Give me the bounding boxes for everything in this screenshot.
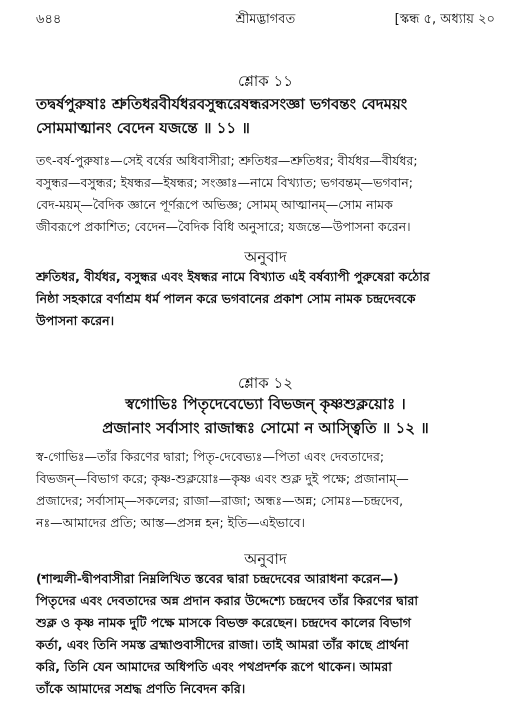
sloka-12-translation-heading: অনুবাদ [244, 550, 287, 568]
translation-line: শ্রুতিধর, বীর্যধর, বসুন্ধর এবং ইষন্ধর নামে বিখ্যাত এই বর্ষব্যাপী পুরুষেরা কঠোর [36, 269, 430, 284]
book-title: শ্রীমদ্ভাগবত [235, 12, 296, 27]
synonyms-line: তৎ-বর্ষ-পুরুষাঃ—সেই বর্ষের অধিবাসীরা; শ্রুতিধর—শ্রুতিধর; বীর্যধর—বীর্যধর; [36, 153, 418, 168]
translation-line: করি, তিনি যেন আমাদের অধিপতি এবং পথপ্রদর্শক রূপে থাকেন। আমরা [36, 659, 392, 674]
translation-line: (শাল্মলী-দ্বীপবাসীরা নিম্নলিখিত স্তবের দ্বারা চন্দ্রদেবের আরাধনা করেন—) [36, 571, 399, 586]
synonyms-line: বেদ-ময়ম্—বৈদিক জ্ঞানে পূর্ণরূপে অভিজ্ঞ; সোমম্ আত্মানম্—সোম নামক [36, 197, 393, 212]
synonyms-line: বিভজন্—বিভাগ করে; কৃষ্ণ-শুক্লয়োঃ—কৃষ্ণ এবং শুক্ল দুই পক্ষে; প্রজানাম্— [36, 471, 409, 486]
synonyms-line: নঃ—আমাদের প্রতি; আস্ত—প্রসন্ন হন; ইতি—এইভাবে। [36, 515, 306, 530]
sloka-12-verse [36, 392, 495, 440]
verse-line: প্রজানাং সর্বাসাং রাজান্ধঃ সোমো ন আস্ত্বিতি ॥ ১২ ॥ [102, 419, 429, 437]
synonyms-line: স্ব-গোভিঃ—তাঁর কিরণের দ্বারা; পিতৃ-দেবেভ্যঃ—পিতা এবং দেবতাদের; [36, 449, 385, 464]
synonyms-line: বসুন্ধর—বসুন্ধর; ইষন্ধর—ইষন্ধর; সংজ্ঞাঃ—নামে বিখ্যাত; ভগবন্তম্—ভগবান; [36, 175, 413, 190]
translation-line: নিষ্ঠা সহকারে বর্ণাশ্রম ধর্ম পালন করে ভগবানের প্রকাশ সোম নামক চন্দ্রদেবকে [36, 291, 416, 306]
sloka-11-translation-heading: অনুবাদ [244, 248, 287, 266]
synonyms-line: জীবরূপে প্রকাশিত; বেদেন—বৈদিক বিধি অনুসারে; যজন্তে—উপাসনা করেন। [36, 219, 411, 234]
translation-line: শুক্ল ও কৃষ্ণ নামক দুটি পক্ষে মাসকে বিভক্ত করেছেন। চন্দ্রদেব কালের বিভাগ [36, 615, 411, 630]
section-reference: [স্কন্ধ ৫, অধ্যায় ২০ [394, 12, 495, 27]
verse-line: সোমমাত্মানং বেদেন যজন্তে ॥ ১১ ॥ [36, 119, 250, 137]
sloka-11-translation [36, 266, 495, 332]
translation-line: উপাসনা করেন। [36, 313, 115, 328]
sloka-12-synonyms [36, 446, 495, 534]
synonyms-line: প্রজাদের; সর্বাসাম্—সকলের; রাজা—রাজা; অন্ধঃ—অন্ন; সোমঃ—চন্দ্রদেব, [36, 493, 404, 508]
sloka-11-verse [36, 92, 495, 140]
sloka-12-translation [36, 568, 495, 700]
translation-line: পিতৃদের এবং দেবতাদের অন্ন প্রদান করার উদ্দেশ্যে চন্দ্রদেব তাঁর কিরণের দ্বারা [36, 593, 418, 608]
translation-line: তাঁকে আমাদের সশ্রদ্ধ প্রণতি নিবেদন করি। [36, 681, 246, 696]
page-header [36, 10, 495, 30]
sloka-11-synonyms [36, 150, 495, 238]
verse-line: তদ্বর্ষপুরুষাঃ শ্রুতিধরবীর্যধরবসুন্ধরেষন্ধরসংজ্ঞা ভগবন্তং বেদময়ং [36, 95, 408, 113]
sloka-12-heading: শ্লোক ১২ [238, 374, 293, 392]
sloka-11-heading: শ্লোক ১১ [238, 72, 293, 90]
page-number: ৬৪৪ [36, 12, 62, 27]
verse-line: স্বগোভিঃ পিতৃদেবেভ্যো বিভজন্ কৃষ্ণশুক্লয়োঃ । [125, 395, 406, 413]
translation-line: কর্তা, এবং তিনি সমস্ত ব্রহ্মাণ্ডবাসীদের রাজা। তাই আমরা তাঁর কাছে প্রার্থনা [36, 637, 409, 652]
